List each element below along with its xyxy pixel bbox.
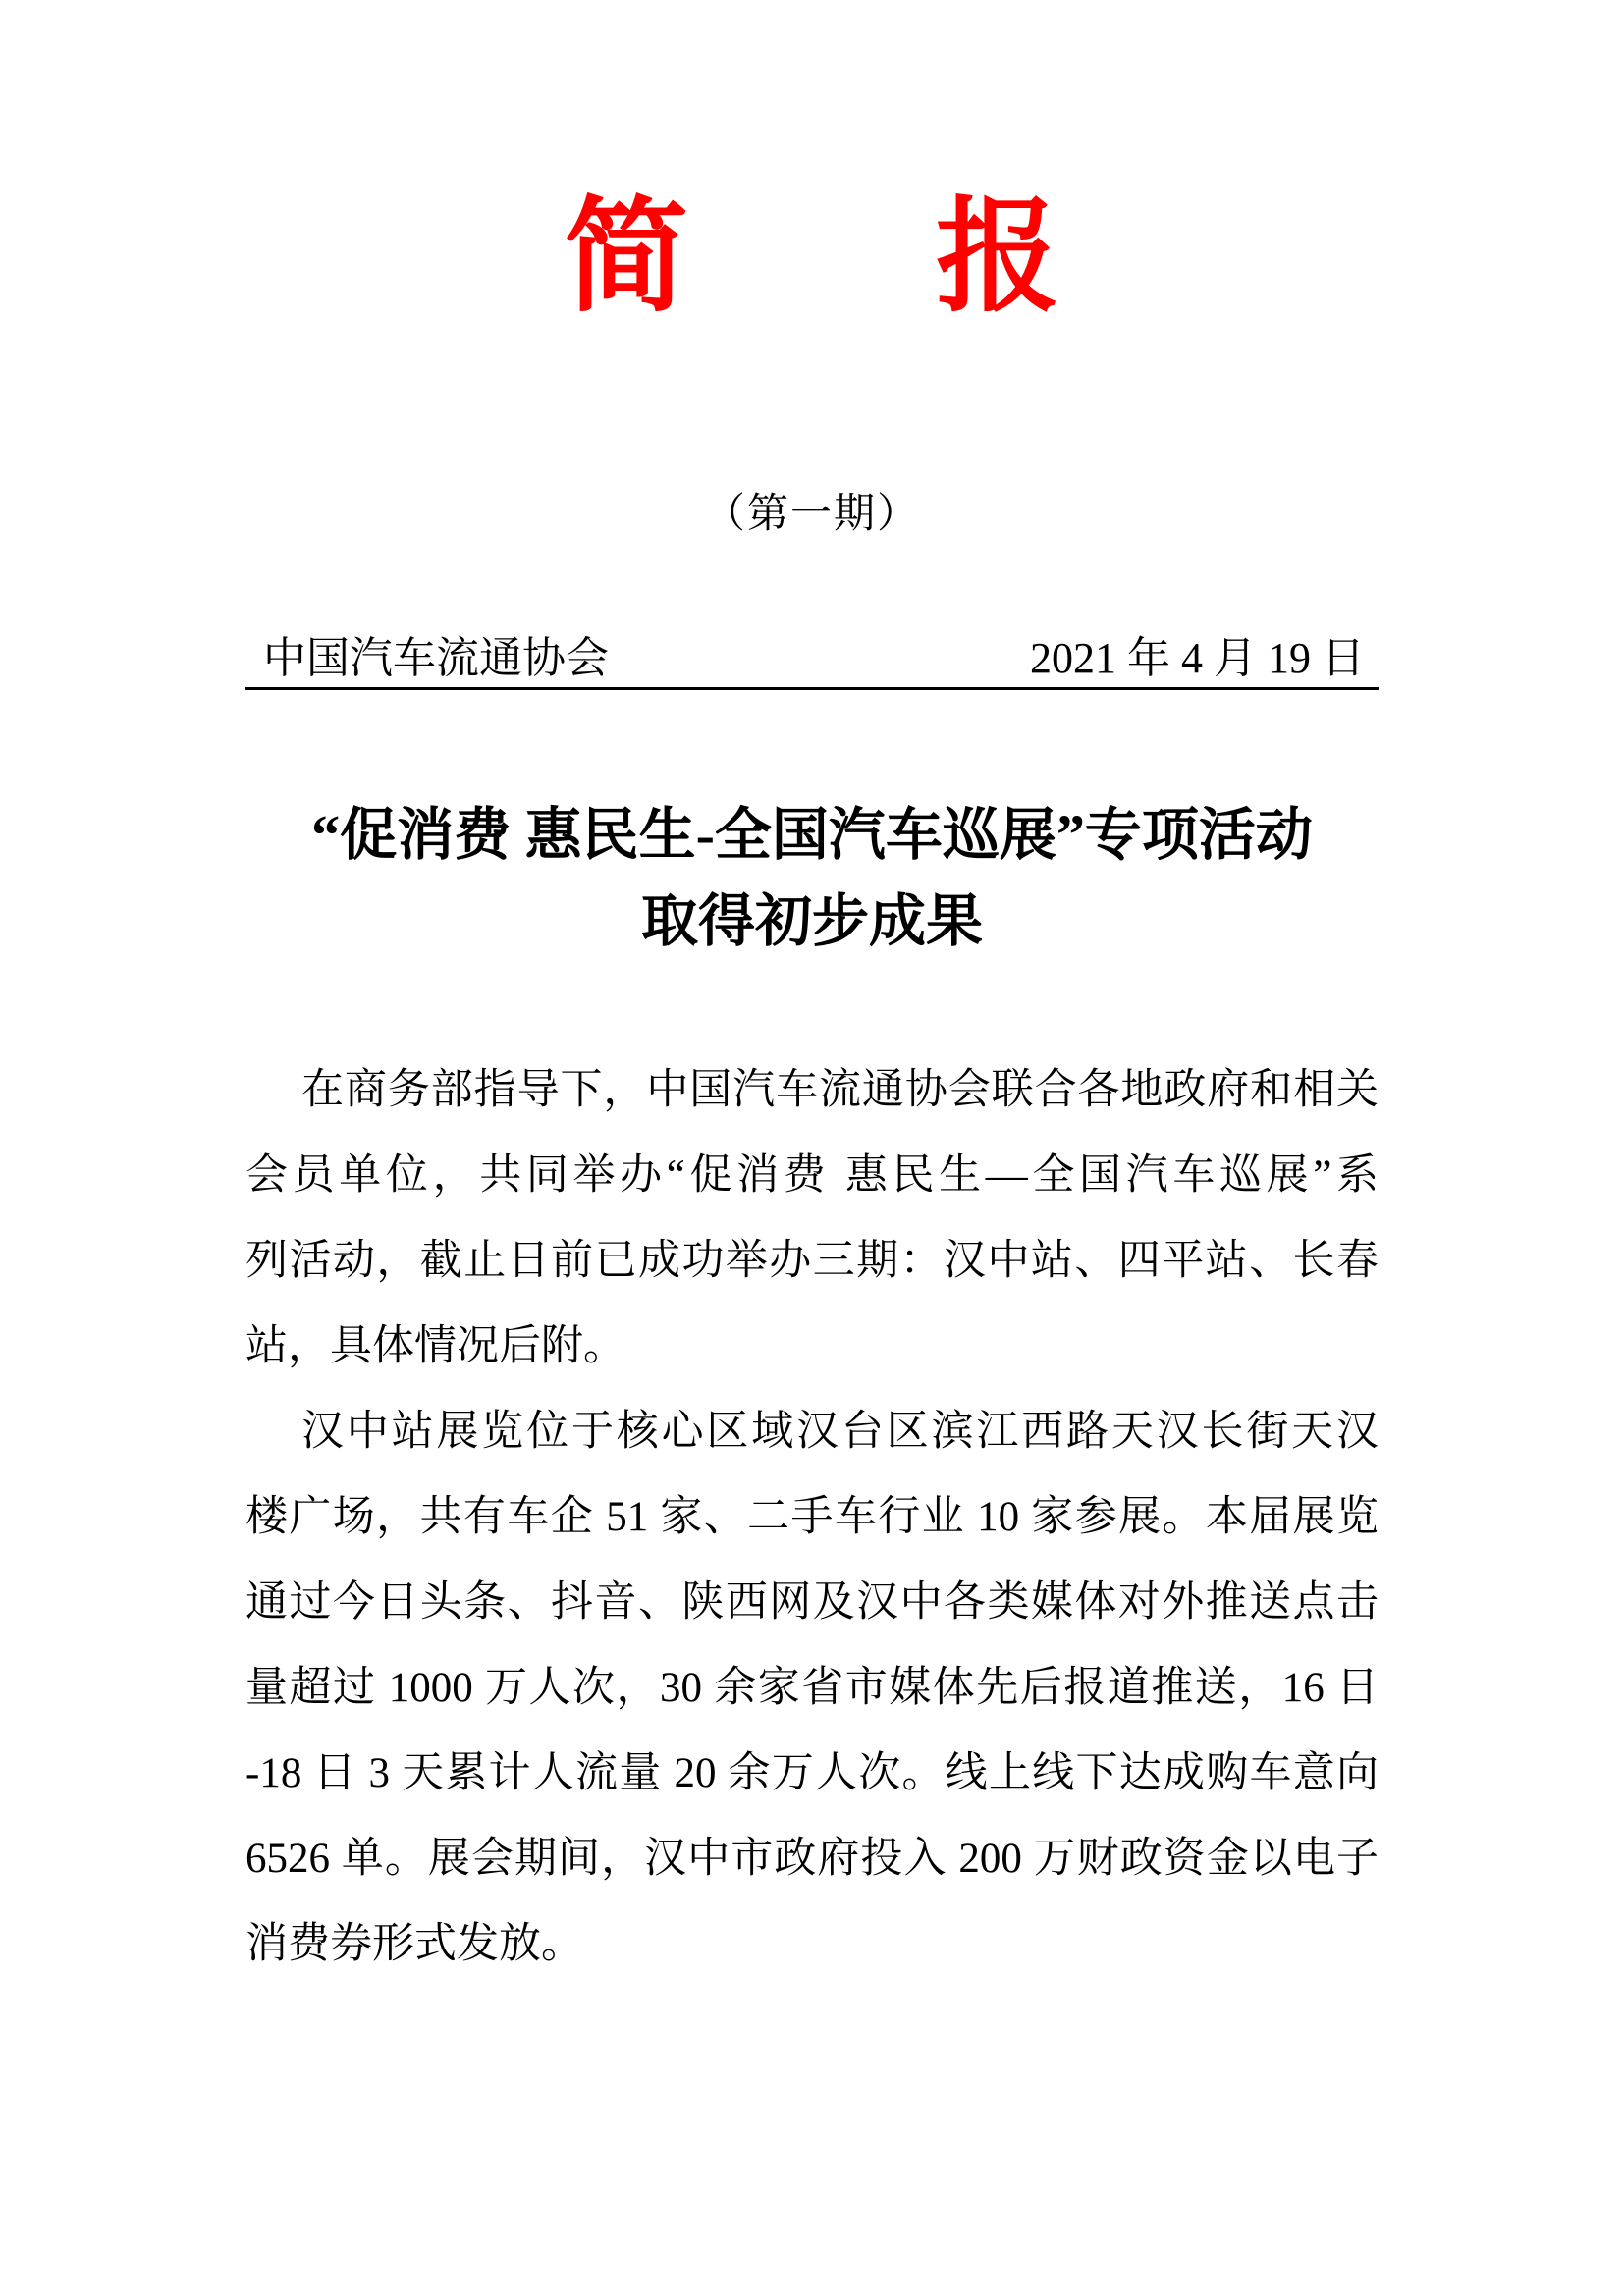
paragraph-1 [245, 1047, 1379, 1389]
organization-name: 中国汽车流通协会 [263, 634, 609, 683]
paragraph-2-line-1: 汉中站展览位于核心区域汉台区滨江西路天汉长街天汉 [301, 1409, 1379, 1456]
paragraph-2-line-2: 楼广场，共有车企 51 家、二手车行业 10 家参展。本届展览 [245, 1494, 1379, 1541]
paragraph-1-line-2: 会员单位，共同举办“促消费 惠民生—全国汽车巡展”系 [245, 1152, 1379, 1200]
publish-date: 2021 年 4 月 19 日 [1030, 634, 1365, 683]
paragraph-2-line-5: -18 日 3 天累计人流量 20 余万人次。线上线下达成购车意向 [245, 1750, 1379, 1797]
body-text [245, 1047, 1379, 1987]
info-line [245, 631, 1379, 690]
paragraph-2-line-4: 量超过 1000 万人次，30 余家省市媒体先后报道推送，16 日 [245, 1665, 1379, 1712]
paragraph-2-line-7: 消费券形式发放。 [245, 1921, 583, 1968]
headline [245, 792, 1379, 965]
issue-label: （第一期） [703, 491, 920, 537]
paragraph-2 [245, 1389, 1379, 1987]
paragraph-1-line-4: 站，具体情况后附。 [245, 1323, 625, 1370]
headline-line-1: “促消费 惠民生-全国汽车巡展”专项活动 [311, 803, 1313, 868]
paragraph-1-line-1: 在商务部指导下，中国汽车流通协会联合各地政府和相关 [301, 1067, 1379, 1114]
masthead-title: 简 报 [565, 190, 1059, 327]
paragraph-1-line-3: 列活动，截止日前已成功举办三期：汉中站、四平站、长春 [245, 1238, 1379, 1285]
paragraph-2-line-3: 通过今日头条、抖音、陕西网及汉中各类媒体对外推送点击 [245, 1579, 1379, 1627]
headline-line-2: 取得初步成果 [640, 889, 983, 954]
paragraph-2-line-6: 6526 单。展会期间，汉中市政府投入 200 万财政资金以电子 [245, 1836, 1379, 1883]
